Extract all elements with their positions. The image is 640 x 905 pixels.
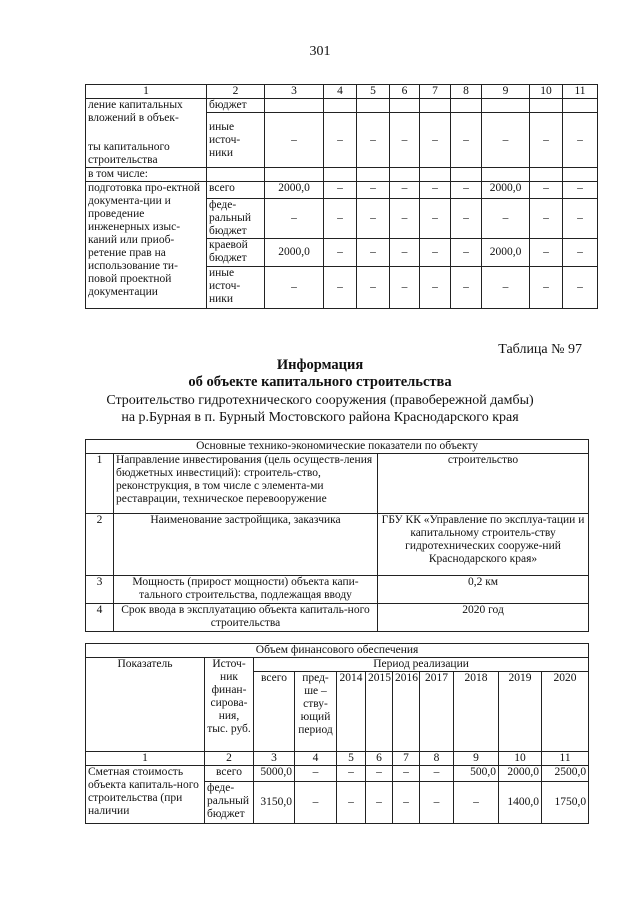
table-row: ление капитальных вложений в объек- ты капитального строительства бюджет	[86, 99, 598, 113]
table-row: 4 Срок ввода в эксплуатацию объекта капиталь-ного строительства 2020 год	[86, 604, 589, 632]
table-row: феде-ральный бюджет – – – – – – – – –	[86, 199, 598, 239]
table-row: иные источ-ники – – – – – – – – –	[86, 267, 598, 309]
row-label: ление капитальных вложений в объек- ты капитального строительства	[86, 99, 207, 168]
table-row: Сметная стоимость объекта капиталь-ного строительства (при наличии всего 5000,0 – – – – – 500,0 2000,0 2500,0	[86, 766, 589, 782]
table-row: в том числе:	[86, 168, 598, 182]
table-row: 1 Направление инвестирования (цель осуществ-ления бюджетных инвестиций): строитель-ство, реконструкция, в том числе с элемента-ми реставрации, техническое перевооружение строительство	[86, 454, 589, 514]
section-header-row: Объем финансового обеспечения	[86, 644, 589, 658]
table-row: 2 Наименование застройщика, заказчика ГБУ КК «Управление по эксплуа-тации и капитальному строитель-ству гидротехнических сооруже-ний Краснодарского края»	[86, 514, 589, 576]
section-header-row: Основные технико-экономические показатели по объекту	[86, 440, 589, 454]
column-numbers-row: 1 2 3 4 5 6 7 8 9 10 11	[86, 752, 589, 766]
table-row: подготовка про-ектной документа-ции и проведение инженерных изыс-каний или приоб-ретение прав на использование ти-повой проектной документации всего 2000,0 – – – – – 2000,0 – –	[86, 182, 598, 199]
technical-indicators-table	[85, 439, 589, 632]
table-row: иные источ-ники – – – – – – – – –	[86, 113, 598, 168]
object-name: Строительство гидротехнического сооружения (правобережной дамбы) на р.Бурная в п. Бурный Мостовского района Краснодарского края	[106, 393, 534, 425]
table-header-row: Показатель Источ-ник финан-сирова-ния, тыс. руб. Период реализации	[86, 658, 589, 672]
financing-table	[85, 643, 589, 824]
table-header-row: всего пред-ше – ству-ющий период 2014 2015 2016 2017 2018 2019 2020	[86, 672, 589, 752]
table-row: феде-ральный бюджет 3150,0 – – – – – – 1400,0 1750,0	[86, 782, 589, 824]
page-number: 301	[309, 44, 331, 59]
table-row: краевой бюджет 2000,0 – – – – – 2000,0 – –	[86, 239, 598, 267]
info-title: Информация об объекте капитального строительства	[188, 357, 452, 390]
table-row: 3 Мощность (прирост мощности) объекта капи-тального строительства, подлежащая вводу 0,2 км	[86, 576, 589, 604]
table-number-label: Таблица № 97	[498, 342, 582, 357]
table-header-row: 1 2 3 4 5 6 7 8 9 10 11	[86, 85, 598, 99]
funding-table-continued	[85, 84, 598, 309]
